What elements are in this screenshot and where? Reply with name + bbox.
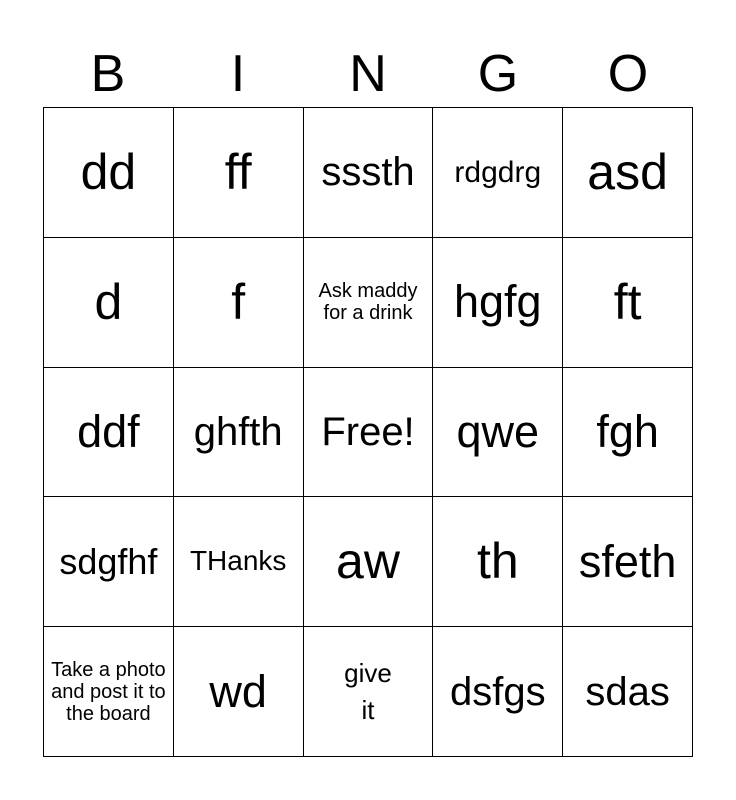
header-letter-n: N bbox=[349, 45, 387, 103]
bingo-cell[interactable] bbox=[563, 108, 693, 238]
bingo-cell[interactable] bbox=[433, 108, 563, 238]
bingo-cell[interactable] bbox=[174, 238, 304, 368]
header-letter-o: O bbox=[607, 45, 649, 103]
header-letter-i: I bbox=[230, 45, 246, 103]
free-space-cell[interactable] bbox=[304, 368, 434, 498]
header-letter-b: B bbox=[90, 45, 126, 103]
bingo-cell[interactable] bbox=[44, 627, 174, 757]
cell-text: give it bbox=[344, 658, 392, 725]
bingo-cell[interactable] bbox=[563, 238, 693, 368]
bingo-cell[interactable] bbox=[174, 368, 304, 498]
bingo-cell[interactable] bbox=[563, 497, 693, 627]
bingo-board bbox=[43, 107, 693, 757]
bingo-cell[interactable] bbox=[304, 627, 434, 757]
cell-text: asd bbox=[587, 143, 668, 200]
bingo-cell[interactable] bbox=[433, 627, 563, 757]
cell-text: Ask maddy for a drink bbox=[318, 280, 418, 325]
cell-text: d bbox=[94, 273, 123, 330]
bingo-cell[interactable] bbox=[563, 627, 693, 757]
cell-text: THanks bbox=[189, 545, 287, 577]
cell-text: dsfgs bbox=[449, 669, 546, 714]
bingo-cell[interactable] bbox=[433, 497, 563, 627]
bingo-cell[interactable] bbox=[304, 108, 434, 238]
bingo-cell[interactable] bbox=[174, 627, 304, 757]
cell-text: th bbox=[476, 533, 519, 590]
cell-text: wd bbox=[209, 665, 267, 717]
bingo-cell[interactable] bbox=[174, 108, 304, 238]
cell-text: sdgfhf bbox=[59, 540, 158, 582]
cell-text: dd bbox=[80, 143, 137, 200]
bingo-cell[interactable] bbox=[433, 368, 563, 498]
cell-text: rdgdrg bbox=[454, 155, 542, 189]
cell-text: ft bbox=[613, 273, 642, 330]
bingo-cell[interactable] bbox=[563, 368, 693, 498]
cell-text: sdas bbox=[585, 669, 670, 714]
cell-text: sfeth bbox=[578, 536, 677, 588]
cell-text: Take a photo and post it to the board bbox=[51, 658, 166, 725]
bingo-cell[interactable] bbox=[433, 238, 563, 368]
cell-text: fgh bbox=[596, 406, 659, 458]
cell-text: ff bbox=[224, 143, 252, 200]
cell-text: hgfg bbox=[453, 276, 542, 328]
bingo-cell[interactable] bbox=[174, 497, 304, 627]
header-letter-g: G bbox=[477, 45, 519, 103]
cell-text: ddf bbox=[77, 406, 140, 458]
cell-text: ghfth bbox=[193, 409, 283, 454]
bingo-cell[interactable] bbox=[44, 238, 174, 368]
cell-text: sssth bbox=[321, 150, 415, 195]
cell-text: aw bbox=[336, 533, 400, 590]
cell-text: qwe bbox=[456, 406, 540, 458]
bingo-cell[interactable] bbox=[44, 497, 174, 627]
bingo-cell[interactable] bbox=[44, 108, 174, 238]
bingo-cell[interactable] bbox=[304, 497, 434, 627]
bingo-cell[interactable] bbox=[304, 238, 434, 368]
free-space-text: Free! bbox=[321, 409, 415, 454]
cell-text: f bbox=[231, 273, 246, 330]
bingo-cell[interactable] bbox=[44, 368, 174, 498]
bingo-header bbox=[43, 40, 693, 108]
